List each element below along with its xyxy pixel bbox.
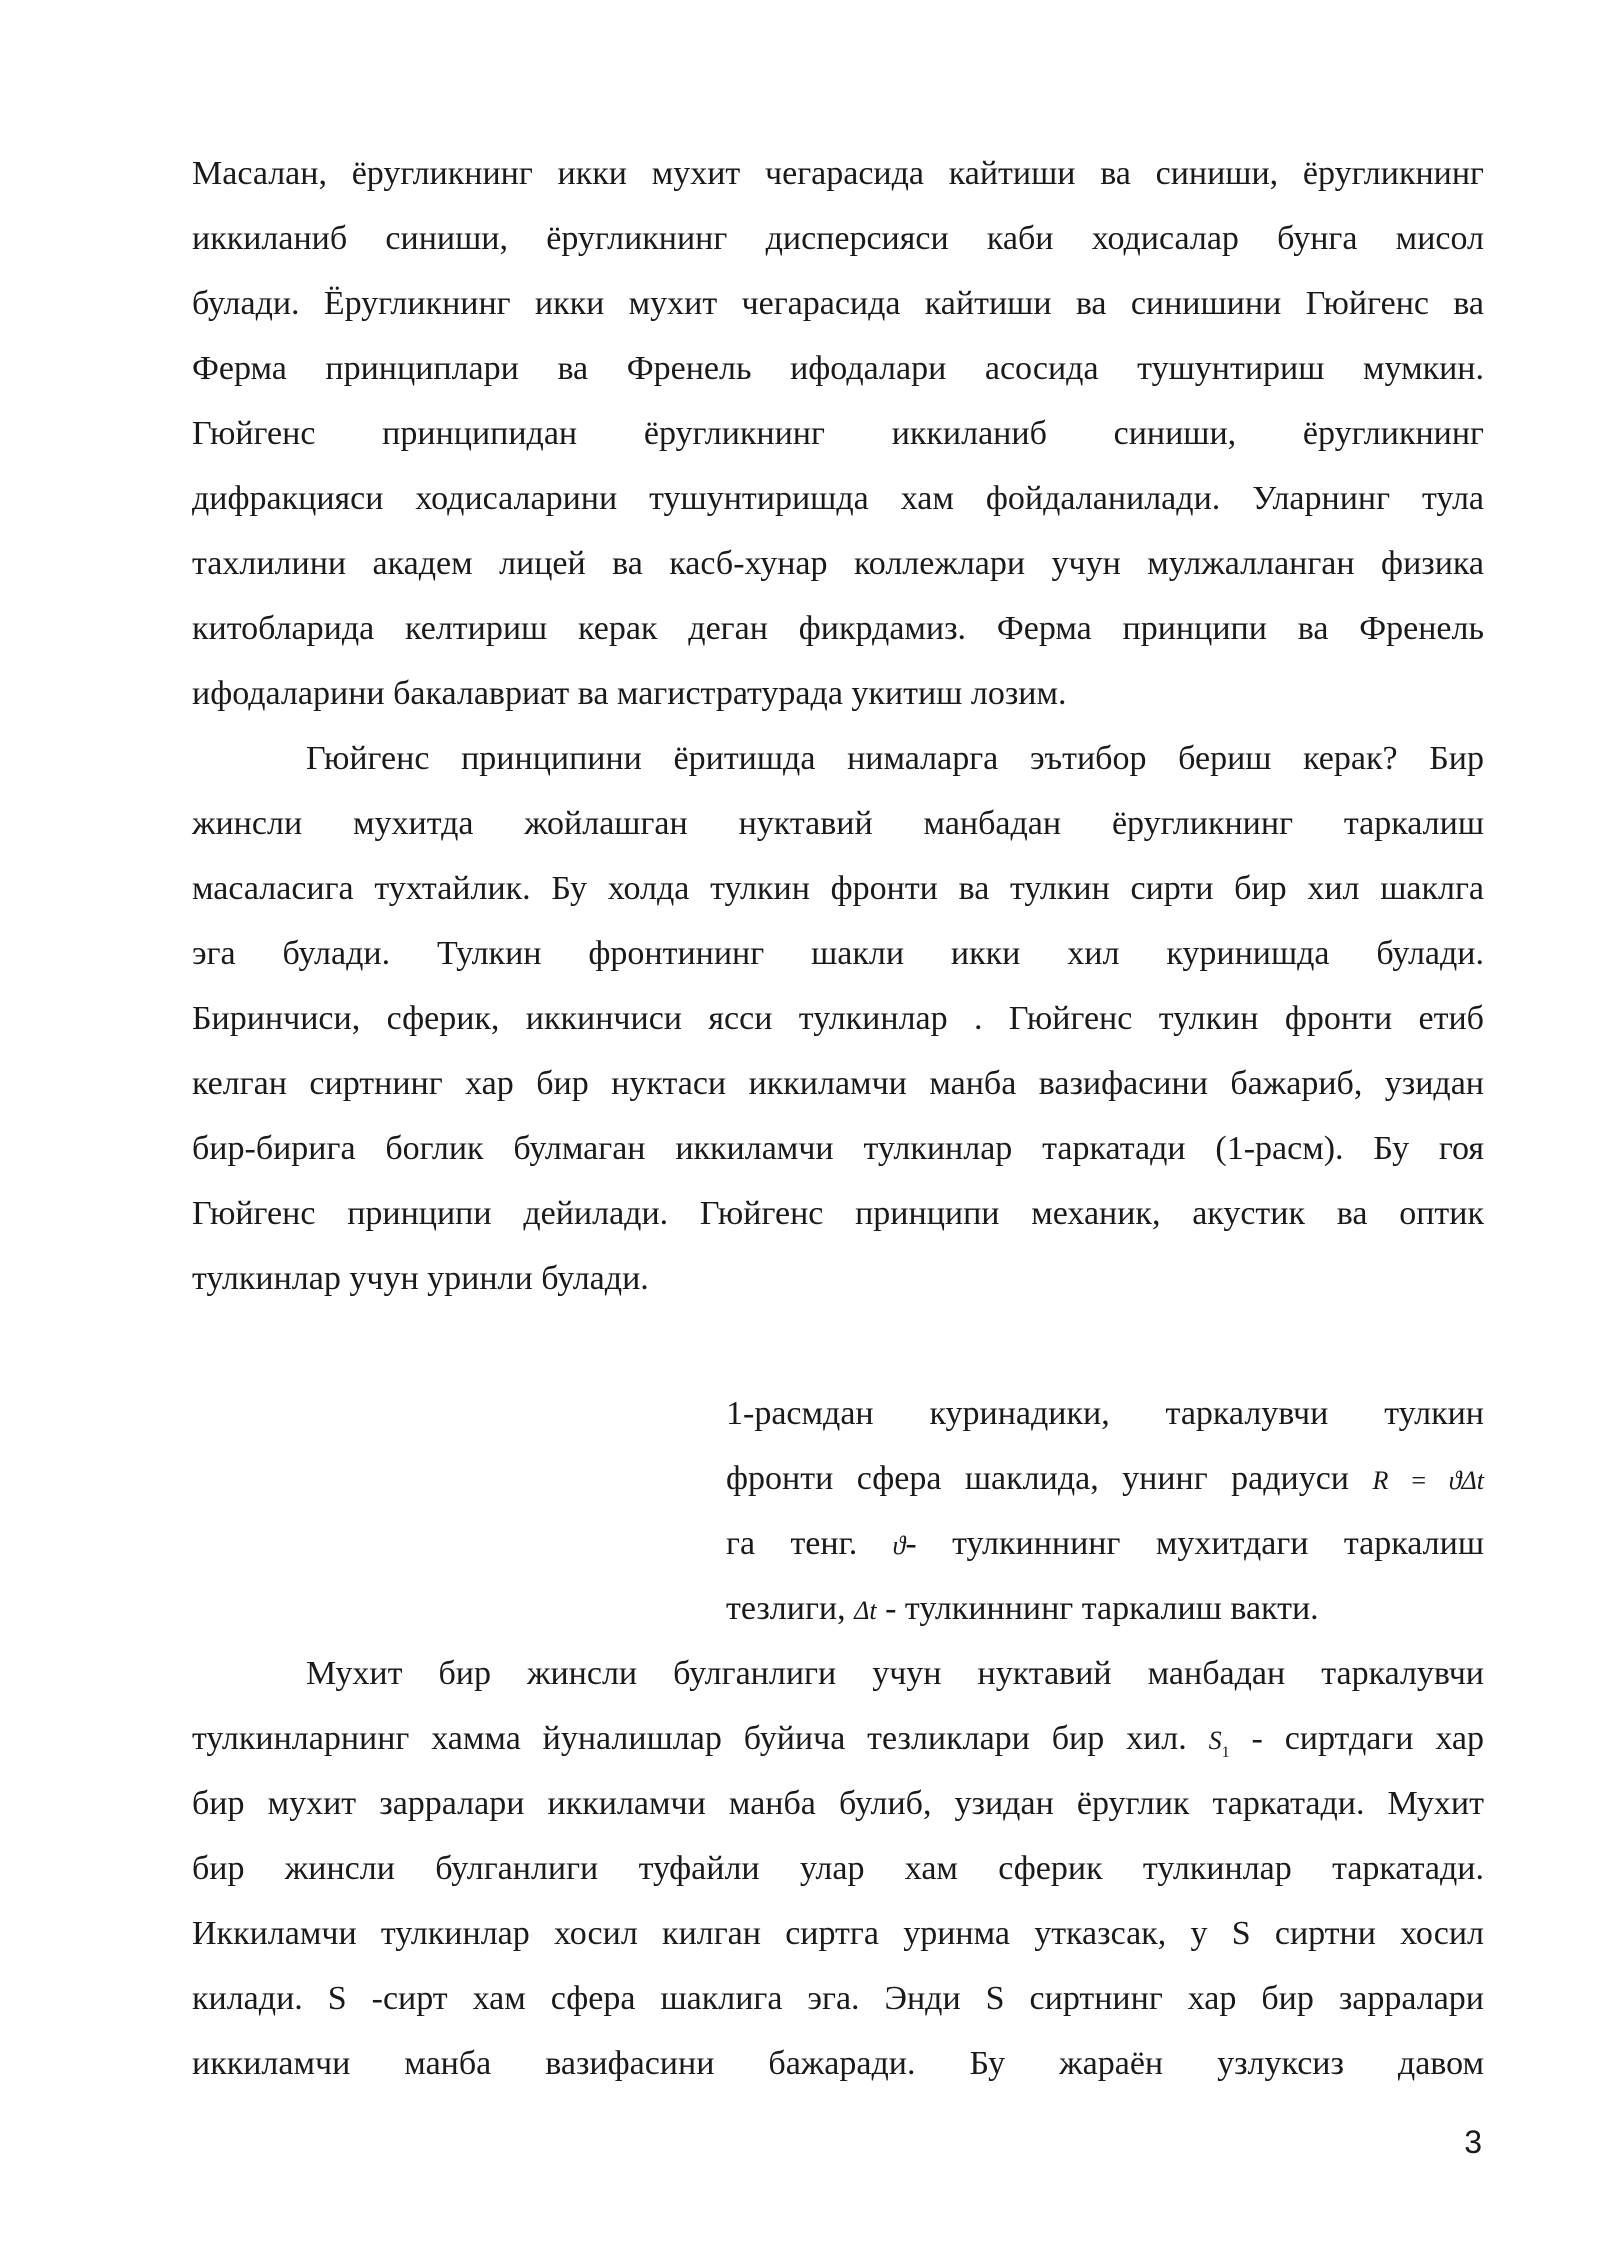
paragraph-3-line-2: [192, 1720, 1484, 1762]
paragraph-2-line-3: масаласига тухтайлик. Бу холда тулкин фронти ва тулкин сирти бир хил шаклга: [192, 870, 1484, 907]
paragraph-1-line-1: Масалан, ёругликнинг икки мухит чегарасида кайтиши ва синиши, ёругликнинг: [192, 155, 1484, 192]
paragraph-2-line-5: Биринчиси, сферик, иккинчиси ясси тулкинлар . Гюйгенс тулкин фронти етиб: [192, 1000, 1484, 1037]
paragraph-1-line-4: Ферма принциплари ва Френель ифодалари асосида тушунтириш мумкин.: [192, 350, 1484, 387]
side-text-line-4-b: - тулкиннинг таркалиш вакти.: [885, 1590, 1319, 1627]
side-text-line-3-b: тенг.: [790, 1525, 858, 1562]
paragraph-3-line-5: Иккиламчи тулкинлар хосил килган сиртга уринма утказсак, у S сиртни хосил: [192, 1915, 1484, 1952]
paragraph-2-line-7: бир-бирига боглик булмаган иккиламчи тулкинлар таркатади (1-расм). Бу гоя: [192, 1130, 1484, 1167]
side-text-line-3: [726, 1525, 1484, 1563]
paragraph-2-line-1: Гюйгенс принципини ёритишда нималарга эътибор бериш керак? Бир: [306, 740, 1484, 777]
paragraph-3-line-2-b: - сиртдаги хар: [1251, 1720, 1485, 1757]
side-text-line-2-text: фронти сфера шаклида, унинг радиуси: [726, 1460, 1350, 1497]
paragraph-1-line-2: иккиланиб синиши, ёругликнинг дисперсияси каби ходисалар бунга мисол: [192, 220, 1484, 257]
side-text-line-3-c: - тулкиннинг мухитдаги таркалиш: [905, 1525, 1484, 1562]
paragraph-2-line-6: келган сиртнинг хар бир нуктаси иккиламчи манба вазифасини бажариб, узидан: [192, 1065, 1484, 1102]
paragraph-2-line-4: эга булади. Тулкин фронтининг шакли икки хил куринишда булади.: [192, 935, 1484, 972]
paragraph-1-line-6: дифракцияси ходисаларини тушунтиришда хам фойдаланилади. Уларнинг тула: [192, 480, 1484, 517]
paragraph-3-line-6: килади. S -сирт хам сфера шаклига эга. Энди S сиртнинг хар бир зарралари: [192, 1980, 1484, 2017]
paragraph-3-line-1: Мухит бир жинсли булганлиги учун нуктавий манбадан таркалувчи: [306, 1655, 1484, 1692]
paragraph-2-line-2: жинсли мухитда жойлашган нуктавий манбадан ёругликнинг таркалиш: [192, 805, 1484, 842]
side-text-line-3-a: га: [726, 1525, 756, 1562]
paragraph-1-line-9: ифодаларини бакалавриат ва магистратурада укитиш лозим.: [192, 675, 1067, 712]
paragraph-1-line-5: Гюйгенс принципидан ёругликнинг иккиланиб синиши, ёругликнинг: [192, 415, 1484, 452]
velocity-symbol: ϑ: [892, 1531, 906, 1560]
surface-symbol-letter: S: [1208, 1726, 1222, 1755]
paragraph-3-line-7: иккиламчи манба вазифасини бажаради. Бу жараён узлуксиз давом: [192, 2045, 1484, 2082]
paragraph-1-line-3: булади. Ёругликнинг икки мухит чегарасида кайтиши ва синишини Гюйгенс ва: [192, 285, 1484, 322]
surface-symbol: [1208, 1726, 1230, 1761]
surface-symbol-subscript: 1: [1221, 1744, 1230, 1761]
paragraph-3-line-3: бир мухит зарралари иккиламчи манба булиб, узидан ёруглик таркатади. Мухит: [192, 1785, 1484, 1822]
side-text-line-4: [726, 1590, 1484, 1628]
radius-formula: R = ϑΔt: [1372, 1466, 1485, 1495]
paragraph-1-line-7: тахлилини академ лицей ва касб-хунар коллежлари учун мулжалланган физика: [192, 545, 1484, 582]
paragraph-3-line-2-a: тулкинларнинг хамма йуналишлар буйича тезликлари бир хил.: [192, 1720, 1187, 1757]
paragraph-3-line-4: бир жинсли булганлиги туфайли улар хам сферик тулкинлар таркатади.: [192, 1850, 1484, 1887]
time-symbol: Δt: [854, 1596, 877, 1625]
side-text-line-4-a: тезлиги,: [726, 1590, 846, 1627]
paragraph-2-line-8: Гюйгенс принципи дейилади. Гюйгенс принципи механик, акустик ва оптик: [192, 1195, 1484, 1232]
paragraph-2-line-9: тулкинлар учун уринли булади.: [192, 1260, 649, 1297]
side-text-line-1: 1-расмдан куринадики, таркалувчи тулкин: [726, 1395, 1484, 1432]
side-text-line-2: [726, 1460, 1484, 1498]
paragraph-1-line-8: китобларида келтириш керак деган фикрдамиз. Ферма принципи ва Френель: [192, 610, 1484, 647]
page-number: 3: [1464, 2124, 1482, 2160]
